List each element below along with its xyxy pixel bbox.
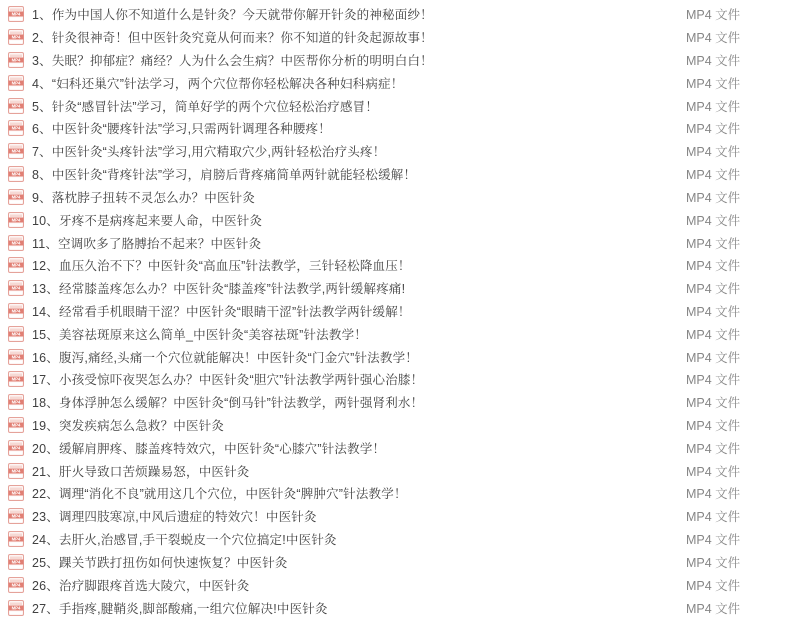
file-name[interactable]: 9、落枕脖子扭转不灵怎么办？中医针灸: [32, 190, 256, 205]
file-row[interactable]: [0, 322, 790, 345]
file-name[interactable]: 8、中医针灸“背疼针法”学习，肩膀后背疼痛简单两针就能轻松缓解！: [32, 168, 417, 183]
file-name[interactable]: 17、小孩受惊吓夜哭怎么办？中医针灸“胆穴”针法教学两针强心治膝！: [32, 373, 424, 388]
file-type-label: MP4 文件: [686, 510, 741, 525]
mp4-icon-label: MP4: [11, 125, 21, 131]
file-name[interactable]: 12、血压久治不下？中医针灸“高血压”针法教学，三针轻松降血压！: [32, 259, 411, 274]
file-type-label: MP4 文件: [686, 373, 741, 388]
file-type-label: MP4 文件: [686, 533, 741, 548]
file-type-label: MP4 文件: [686, 304, 741, 319]
file-type-label: MP4 文件: [686, 236, 741, 251]
file-row[interactable]: [0, 528, 790, 551]
mp4-icon-label: MP4: [11, 57, 21, 63]
file-name[interactable]: 6、中医针灸“腰疼针法”学习,只需两针调理各种腰疼！: [32, 122, 331, 137]
file-type-label: MP4 文件: [686, 122, 741, 137]
file-row[interactable]: [0, 551, 790, 574]
file-row[interactable]: [0, 505, 790, 528]
mp4-file-icon: [8, 371, 24, 387]
file-name[interactable]: 11、空调吹多了胳膊抬不起来？中医针灸: [32, 236, 262, 251]
mp4-file-icon: [8, 508, 24, 524]
mp4-icon-label: MP4: [11, 513, 21, 519]
mp4-icon-label: MP4: [11, 445, 21, 451]
mp4-icon-label: MP4: [11, 11, 21, 17]
file-row[interactable]: [0, 186, 790, 209]
file-row[interactable]: [0, 368, 790, 391]
mp4-file-icon: [8, 235, 24, 251]
file-row[interactable]: [0, 391, 790, 414]
file-name[interactable]: 13、经常膝盖疼怎么办？中医针灸“膝盖疼”针法教学,两针缓解疼痛!: [32, 282, 406, 297]
file-row[interactable]: [0, 71, 790, 94]
mp4-file-icon: [8, 257, 24, 273]
file-name[interactable]: 7、中医针灸“头疼针法”学习,用穴精取穴少,两针轻松治疗头疼！: [32, 145, 386, 160]
file-type-label: MP4 文件: [686, 601, 741, 616]
mp4-file-icon: [8, 417, 24, 433]
mp4-icon-label: MP4: [11, 217, 21, 223]
mp4-icon-label: MP4: [11, 331, 21, 337]
mp4-icon-label: MP4: [11, 239, 21, 245]
file-name[interactable]: 10、牙疼不是病疼起来要人命，中医针灸: [32, 213, 263, 228]
mp4-file-icon: [8, 394, 24, 410]
file-type-label: MP4 文件: [686, 168, 741, 183]
file-type-label: MP4 文件: [686, 350, 741, 365]
mp4-icon-label: MP4: [11, 262, 21, 268]
file-name[interactable]: 21、肝火导致口苦烦躁易怒，中医针灸: [32, 464, 250, 479]
mp4-icon-label: MP4: [11, 103, 21, 109]
mp4-icon-label: MP4: [11, 171, 21, 177]
file-name[interactable]: 3、失眠？抑郁症？痛经？人为什么会生病？中医帮你分析的明明白白！: [32, 54, 433, 69]
file-row[interactable]: [0, 482, 790, 505]
file-type-label: MP4 文件: [686, 282, 741, 297]
mp4-icon-label: MP4: [11, 353, 21, 359]
file-row[interactable]: [0, 459, 790, 482]
mp4-icon-label: MP4: [11, 604, 21, 610]
file-row[interactable]: [0, 208, 790, 231]
mp4-file-icon: [8, 212, 24, 228]
file-type-label: MP4 文件: [686, 487, 741, 502]
mp4-icon-label: MP4: [11, 490, 21, 496]
file-row[interactable]: [0, 94, 790, 117]
file-row[interactable]: [0, 277, 790, 300]
file-row[interactable]: [0, 596, 790, 619]
file-type-label: MP4 文件: [686, 8, 741, 23]
mp4-file-icon: [8, 143, 24, 159]
file-name[interactable]: 4、“妇科还巢穴”针法学习，两个穴位帮你轻松解决各种妇科病症！: [32, 76, 404, 91]
file-row[interactable]: [0, 345, 790, 368]
file-type-label: MP4 文件: [686, 99, 741, 114]
mp4-file-icon: [8, 554, 24, 570]
file-type-label: MP4 文件: [686, 555, 741, 570]
file-name[interactable]: 15、美容祛斑原来这么简单_中医针灸“美容祛斑”针法教学！: [32, 327, 367, 342]
file-type-label: MP4 文件: [686, 327, 741, 342]
file-row[interactable]: [0, 254, 790, 277]
file-name[interactable]: 5、针灸“感冒针法”学习，简单好学的两个穴位轻松治疗感冒！: [32, 99, 379, 114]
file-name[interactable]: 25、踝关节跌打扭伤如何快速恢复？中医针灸: [32, 555, 288, 570]
mp4-icon-label: MP4: [11, 148, 21, 154]
mp4-file-icon: [8, 349, 24, 365]
file-row[interactable]: [0, 436, 790, 459]
file-name[interactable]: 1、作为中国人你不知道什么是针灸？今天就带你解开针灸的神秘面纱！: [32, 8, 433, 23]
file-name[interactable]: 23、调理四肢寒凉,中风后遗症的特效穴！中医针灸: [32, 510, 317, 525]
mp4-icon-label: MP4: [11, 399, 21, 405]
mp4-file-icon: [8, 6, 24, 22]
mp4-icon-label: MP4: [11, 468, 21, 474]
mp4-file-icon: [8, 29, 24, 45]
file-row[interactable]: [0, 26, 790, 49]
file-type-label: MP4 文件: [686, 213, 741, 228]
file-row[interactable]: [0, 414, 790, 437]
file-row[interactable]: [0, 573, 790, 596]
mp4-icon-label: MP4: [11, 80, 21, 86]
mp4-file-icon: [8, 531, 24, 547]
mp4-file-icon: [8, 52, 24, 68]
mp4-icon-label: MP4: [11, 582, 21, 588]
mp4-icon-label: MP4: [11, 422, 21, 428]
mp4-file-icon: [8, 485, 24, 501]
mp4-icon-label: MP4: [11, 308, 21, 314]
file-type-label: MP4 文件: [686, 76, 741, 91]
mp4-file-icon: [8, 75, 24, 91]
file-row[interactable]: [0, 140, 790, 163]
file-name[interactable]: 14、经常看手机眼睛干涩？中医针灸“眼睛干涩”针法教学两针缓解！: [32, 304, 411, 319]
file-row[interactable]: [0, 231, 790, 254]
file-type-label: MP4 文件: [686, 259, 741, 274]
file-type-label: MP4 文件: [686, 441, 741, 456]
file-name[interactable]: 22、调理“消化不良”就用这几个穴位，中医针灸“脾肿穴”针法教学！: [32, 487, 407, 502]
mp4-file-icon: [8, 166, 24, 182]
file-type-label: MP4 文件: [686, 578, 741, 593]
mp4-icon-label: MP4: [11, 34, 21, 40]
file-row[interactable]: [0, 300, 790, 323]
file-name[interactable]: 16、腹泻,痛经,头痛一个穴位就能解决！中医针灸“门金穴”针法教学！: [32, 350, 418, 365]
mp4-file-icon: [8, 326, 24, 342]
mp4-icon-label: MP4: [11, 285, 21, 291]
file-row[interactable]: [0, 117, 790, 140]
file-type-label: MP4 文件: [686, 54, 741, 69]
mp4-file-icon: [8, 303, 24, 319]
mp4-file-icon: [8, 440, 24, 456]
file-row[interactable]: [0, 49, 790, 72]
mp4-file-icon: [8, 463, 24, 479]
mp4-icon-label: MP4: [11, 536, 21, 542]
mp4-file-icon: [8, 120, 24, 136]
mp4-file-icon: [8, 98, 24, 114]
file-name[interactable]: 26、治疗脚跟疼首选大陵穴，中医针灸: [32, 578, 250, 593]
mp4-icon-label: MP4: [11, 559, 21, 565]
file-type-label: MP4 文件: [686, 464, 741, 479]
mp4-icon-label: MP4: [11, 376, 21, 382]
file-name[interactable]: 18、身体浮肿怎么缓解？中医针灸“倒马针”针法教学，两针强肾利水！: [32, 396, 424, 411]
mp4-file-icon: [8, 280, 24, 296]
file-type-label: MP4 文件: [686, 190, 741, 205]
file-type-label: MP4 文件: [686, 31, 741, 46]
file-name[interactable]: 2、针灸很神奇！但中医针灸究竟从何而来？你不知道的针灸起源故事！: [32, 31, 433, 46]
file-name[interactable]: 27、手指疼,腱鞘炎,脚部酸痛,一组穴位解决!中医针灸: [32, 601, 328, 616]
file-type-label: MP4 文件: [686, 145, 741, 160]
file-name[interactable]: 20、缓解肩胛疼、膝盖疼特效穴，中医针灸“心膝穴”针法教学！: [32, 441, 386, 456]
file-type-label: MP4 文件: [686, 419, 741, 434]
file-type-label: MP4 文件: [686, 396, 741, 411]
file-row[interactable]: [0, 3, 790, 26]
mp4-file-icon: [8, 189, 24, 205]
mp4-file-icon: [8, 600, 24, 616]
mp4-icon-label: MP4: [11, 194, 21, 200]
file-name[interactable]: 24、去肝火,治感冒,手干裂蜕皮一个穴位搞定!中医针灸: [32, 533, 337, 548]
file-name[interactable]: 19、突发疾病怎么急救？中医针灸: [32, 419, 225, 434]
mp4-file-icon: [8, 577, 24, 593]
file-row[interactable]: [0, 163, 790, 186]
